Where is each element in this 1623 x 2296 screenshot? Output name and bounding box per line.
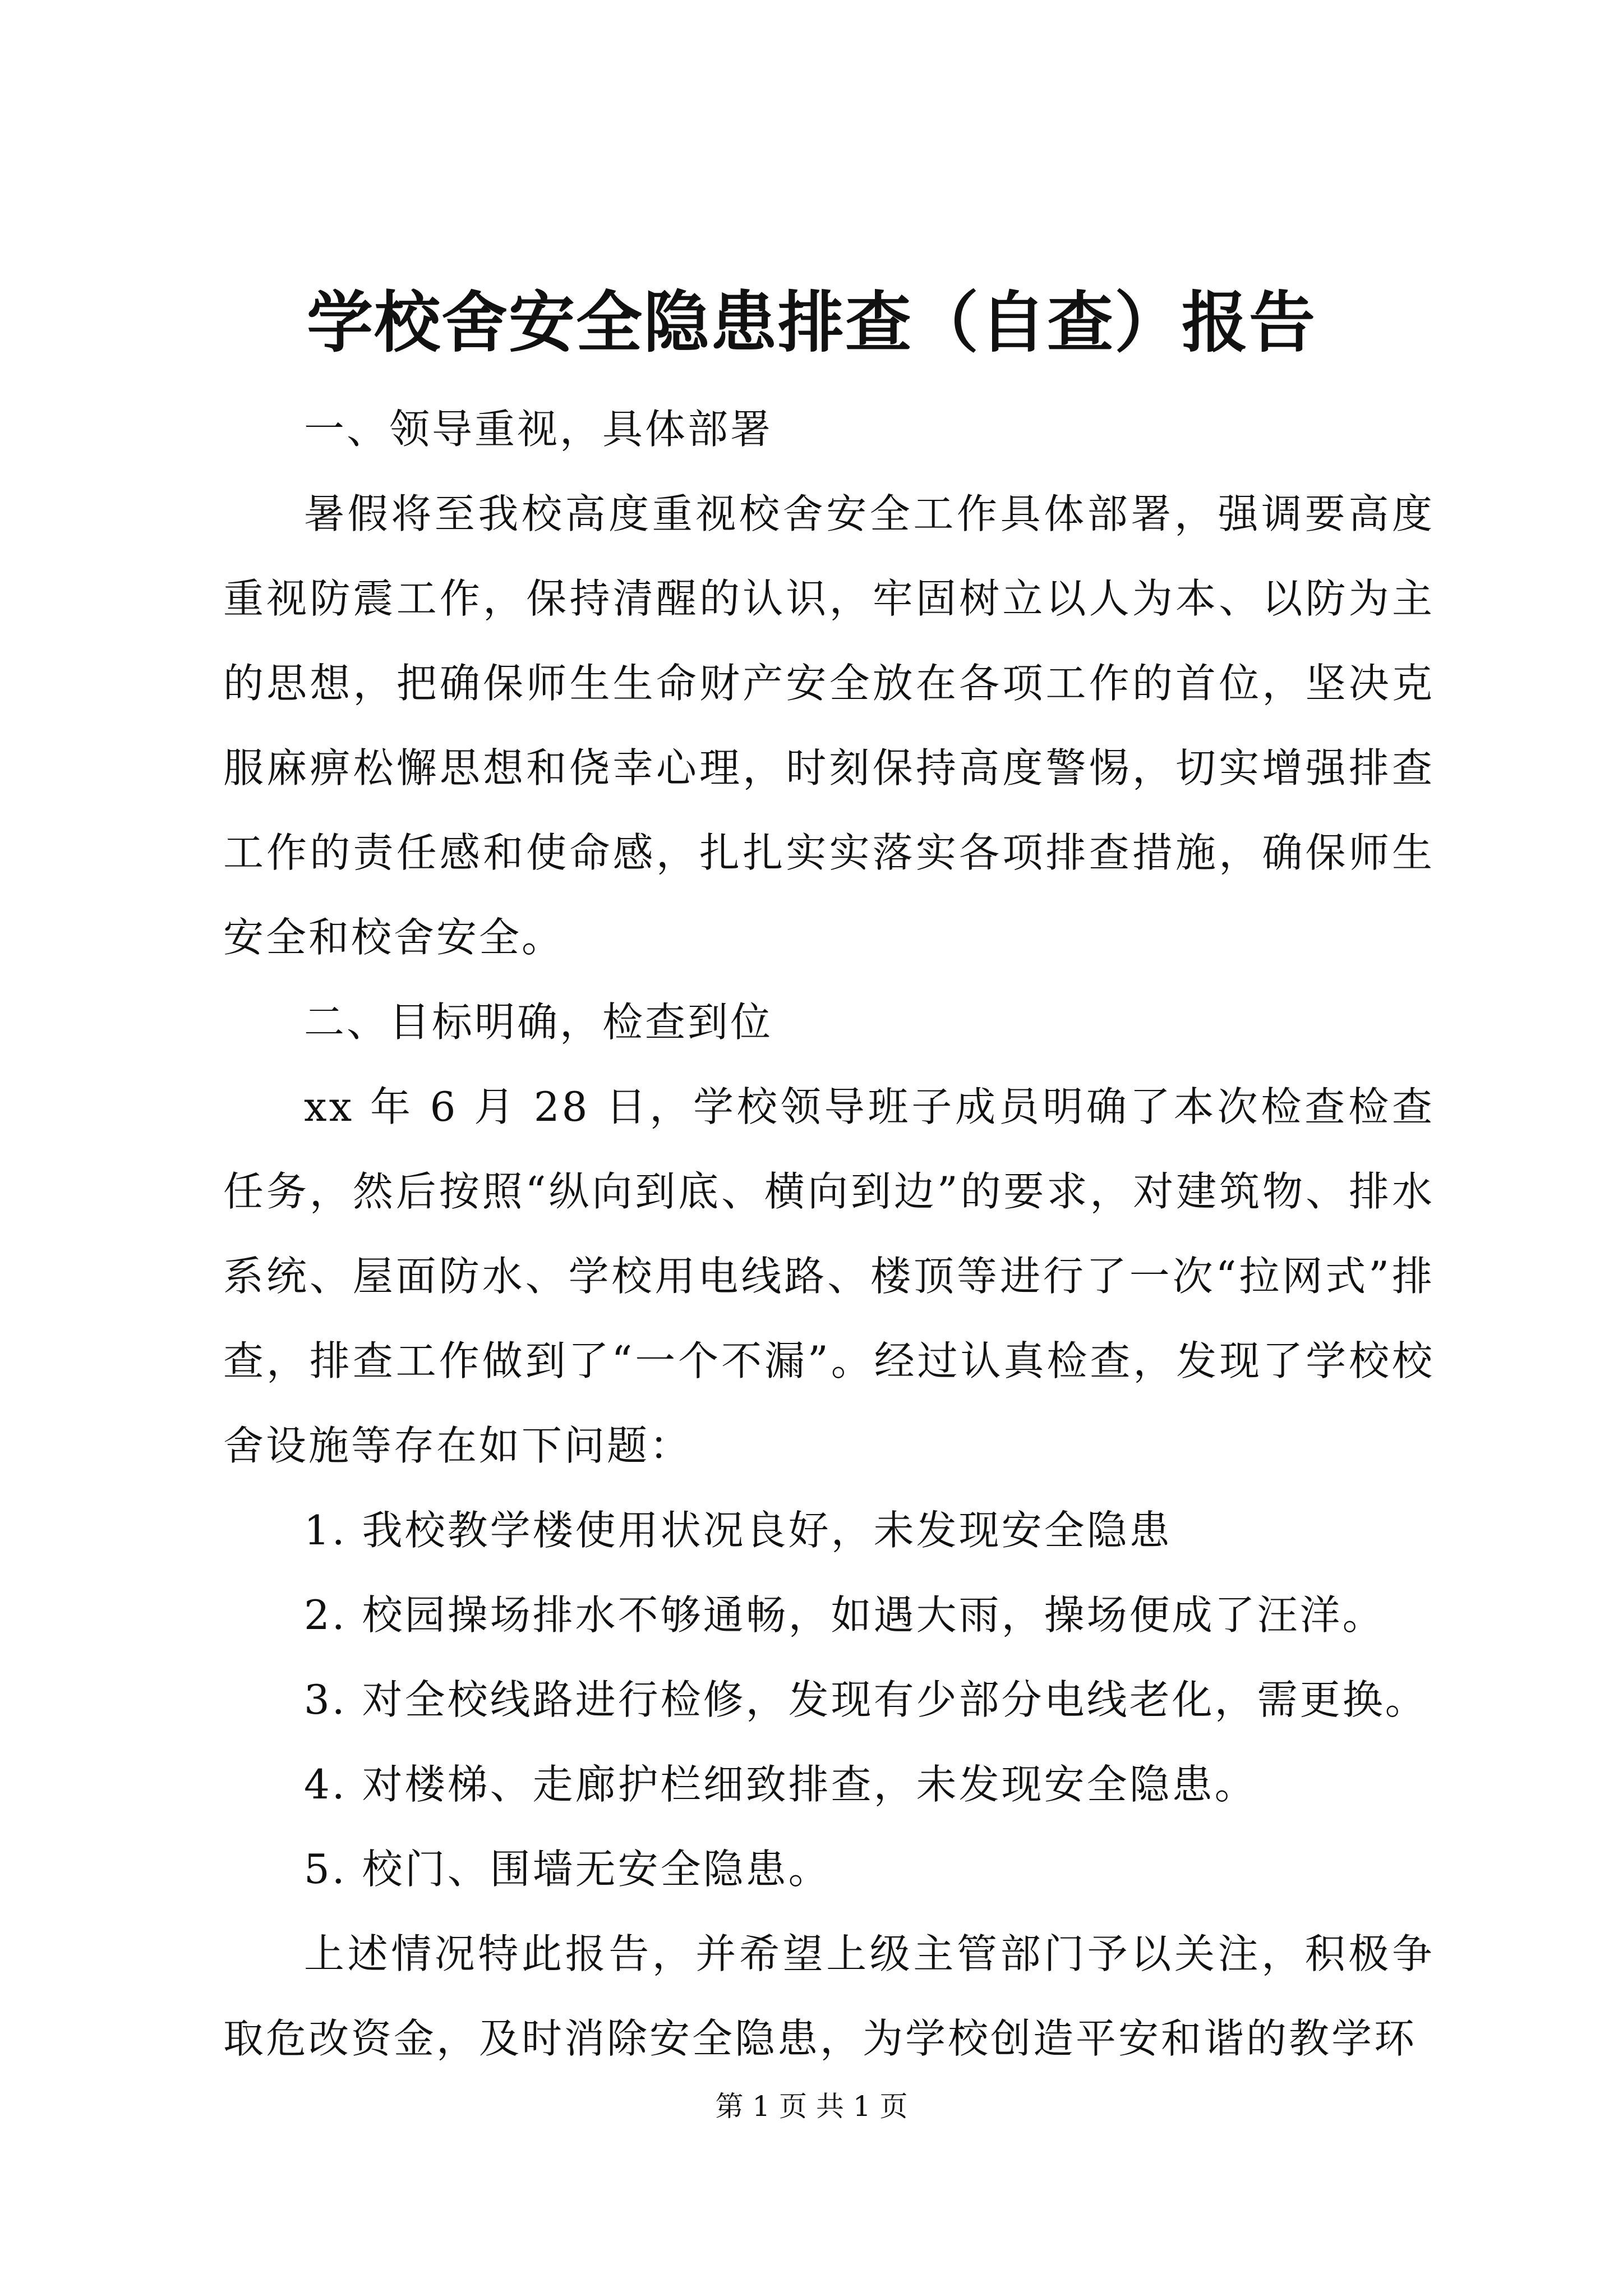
section-heading-1: 一、领导重视，具体部署 bbox=[304, 406, 773, 453]
list-item-2: 2. 校园操场排水不够通畅，如遇大雨，操场便成了汪洋。 bbox=[304, 1591, 1385, 1639]
list-item-5: 5. 校门、围墙无安全隐患。 bbox=[304, 1846, 831, 1893]
list-item-3: 3. 对全校线路进行检修，发现有少部分电线老化，需更换。 bbox=[304, 1676, 1428, 1723]
list-item-4: 4. 对楼梯、走廊护栏细致排查，未发现安全隐患。 bbox=[304, 1761, 1257, 1808]
document-title: 学校舍安全隐患排查（自查）报告 bbox=[306, 283, 1316, 361]
paragraph-inspection: xx 年 6 月 28 日，学校领导班子成员明确了本次检查检查任务，然后按照“纵向到底、横向到边”的要求，对建筑物、排水系统、屋面防水、学校用电线路、楼顶等进行了一次“拉网式”排查，排查工作做到了“一个不漏”。经过认真检查，发现了学校校舍设施等存在如下问题： bbox=[223, 1083, 1435, 1469]
page-footer: 第 1 页 共 1 页 bbox=[715, 2090, 908, 2123]
section-heading-2: 二、目标明确，检查到位 bbox=[304, 999, 773, 1046]
list-item-1: 1. 我校教学楼使用状况良好，未发现安全隐患 bbox=[304, 1507, 1172, 1554]
document-body bbox=[223, 387, 1435, 2081]
paragraph-conclusion: 上述情况特此报告，并希望上级主管部门予以关注，积极争取危改资金，及时消除安全隐患，为学校创造平安和谐的教学环 bbox=[223, 1930, 1435, 2062]
paragraph-deployment: 暑假将至我校高度重视校舍安全工作具体部署，强调要高度重视防震工作，保持清醒的认识，牢固树立以人为本、以防为主的思想，把确保师生生命财产安全放在各项工作的首位，坚决克服麻痹松懈思想和侥幸心理，时刻保持高度警惕，切实增强排查工作的责任感和使命感，扎扎实实落实各项排查措施，确保师生安全和校舍安全。 bbox=[223, 490, 1435, 961]
